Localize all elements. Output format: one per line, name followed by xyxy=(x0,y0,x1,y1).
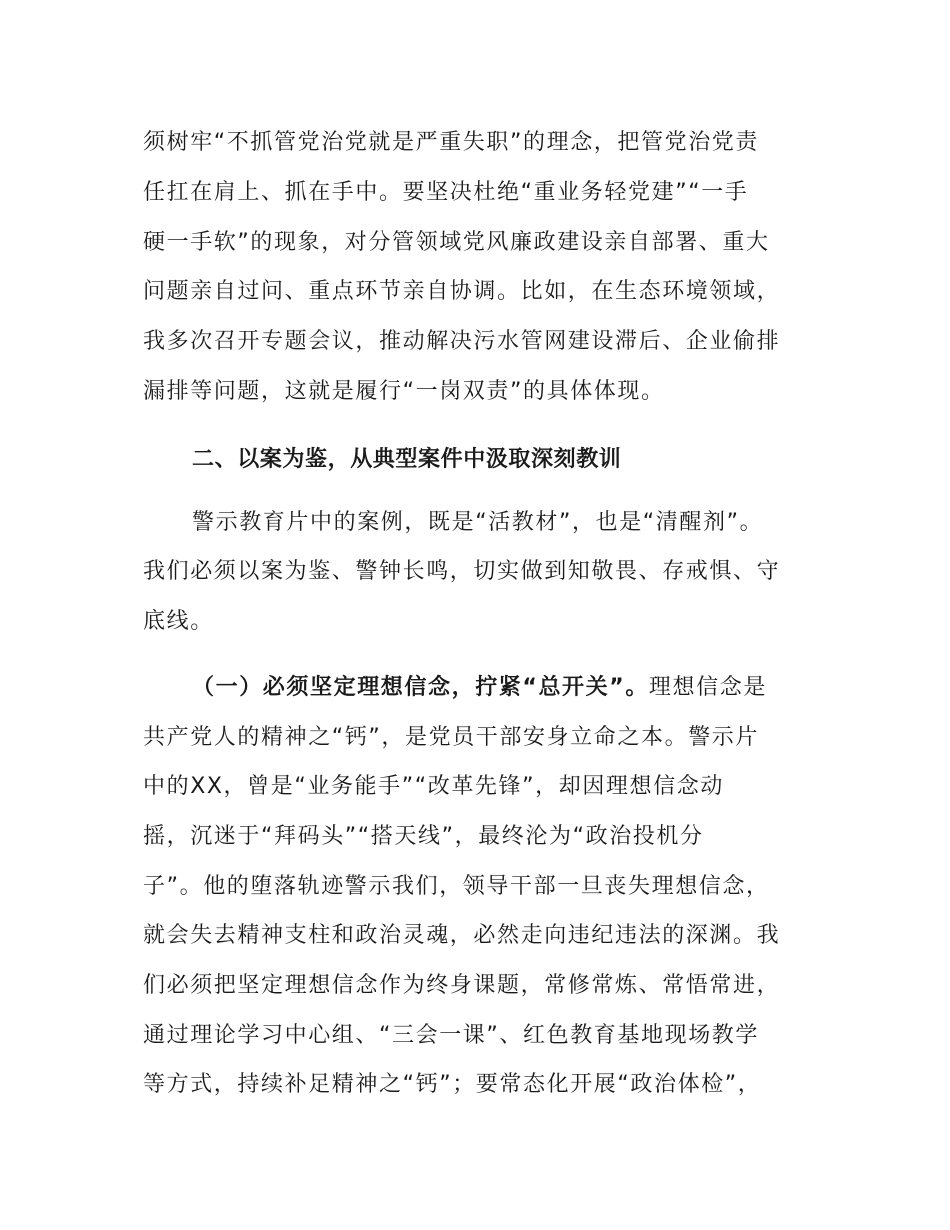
body-text-line: 任扛在肩上、抓在手中。要坚决杜绝“重业务轻党建”“一手 xyxy=(143,180,749,205)
body-text-line: 我多次召开专题会议，推动解决污水管网建设滞后、企业偷排 xyxy=(143,329,781,354)
subsection-first-line xyxy=(192,673,832,703)
body-text-line: 中的XX，曾是“业务能手”“改革先锋”，却因理想信念动 xyxy=(143,774,724,799)
body-text-line: 等方式，持续补足精神之“钙”；要常态化开展“政治体检”， xyxy=(143,1072,762,1097)
body-text-line: 漏排等问题，这就是履行“一岗双责”的具体体现。 xyxy=(143,379,665,404)
body-text-line: 通过理论学习中心组、“三会一课”、红色教育基地现场教学 xyxy=(143,1023,759,1048)
body-text-line: 摇，沉迷于“拜码头”“搭天线”，最终沦为“政治投机分 xyxy=(143,824,704,849)
body-text-line: 们必须把坚定理想信念作为终身课题，常修常炼、常悟常进， xyxy=(143,973,781,998)
body-text-line: 底线。 xyxy=(143,609,214,634)
section-heading: 二、以案为鉴，从典型案件中汲取深刻教训 xyxy=(192,447,622,472)
body-text-line: 子”。他的堕落轨迹警示我们，领导干部一旦丧失理想信念， xyxy=(143,874,770,899)
body-text-line: 共产党人的精神之“钙”，是党员干部安身立命之本。警示片 xyxy=(143,725,759,750)
subsection-heading: （一）必须坚定理想信念，拧紧“总开关”。 xyxy=(192,675,649,700)
body-text-line: 我们必须以案为鉴、警钟长鸣，切实做到知敬畏、存戒惧、守 xyxy=(143,559,781,584)
body-text-line: 硬一手软”的现象，对分管领域党风廉政建设亲自部署、重大 xyxy=(143,230,770,255)
body-text-line: 就会失去精神支柱和政治灵魂，必然走向违纪违法的深渊。我 xyxy=(143,923,781,948)
body-text-run: 理想信念是 xyxy=(648,675,767,700)
body-text-line: 须树牢“不抓管党治党就是严重失职”的理念，把管党治党责 xyxy=(143,130,759,155)
body-text-line: 警示教育片中的案例，既是“活教材”，也是“清醒剂”。 xyxy=(192,510,764,535)
body-text-line: 问题亲自过问、重点环节亲自协调。比如，在生态环境领域， xyxy=(143,279,781,304)
